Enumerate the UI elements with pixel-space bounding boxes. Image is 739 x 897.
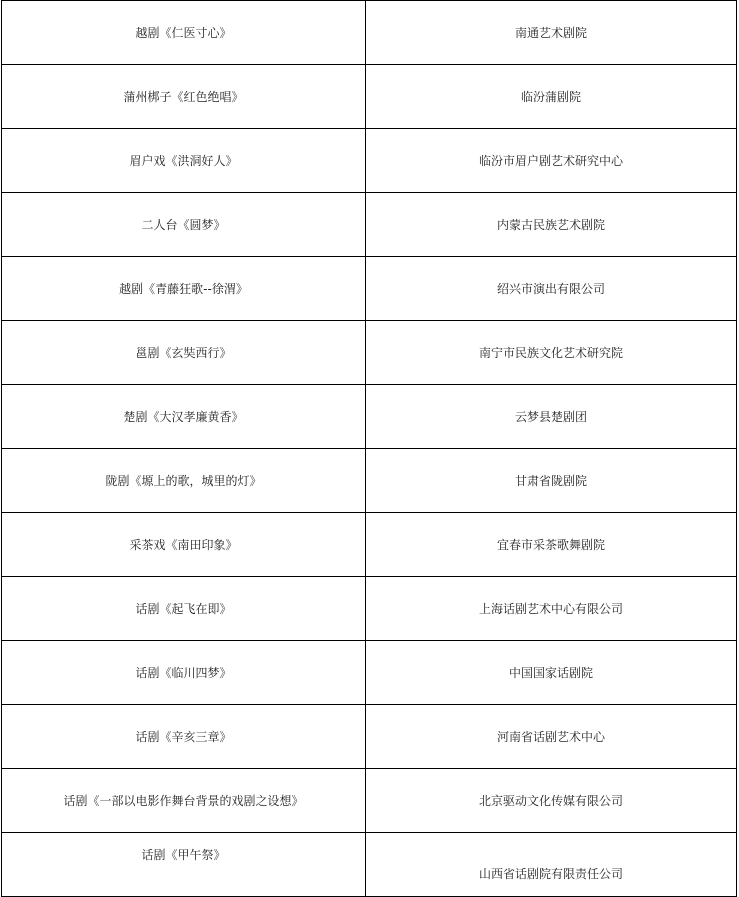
works-table [1,0,737,897]
table-row [2,257,737,321]
work-title: 话剧《一部以电影作舞台背景的戏剧之设想》 [63,793,304,808]
organization-name: 甘肃省陇剧院 [514,473,587,488]
table-row [2,65,737,129]
works-table-body [2,1,737,897]
org-cell [366,1,737,65]
work-cell [2,513,366,577]
work-cell [2,385,366,449]
table-row [2,513,737,577]
org-cell [366,769,737,833]
work-title: 越剧《仁医寸心》 [135,25,232,40]
org-cell [366,257,737,321]
table-row [2,449,737,513]
org-cell [366,641,737,705]
organization-name: 绍兴市演出有限公司 [496,281,605,296]
work-cell [2,577,366,641]
table-row [2,705,737,769]
organization-name: 云梦县楚剧团 [514,409,587,424]
table-row [2,577,737,641]
org-cell [366,705,737,769]
work-cell [2,257,366,321]
org-cell [366,129,737,193]
work-cell [2,129,366,193]
organization-name: 南通艺术剧院 [514,25,587,40]
organization-name: 临汾蒲剧院 [520,89,581,104]
work-title: 眉户戏《洪洞好人》 [129,153,238,168]
work-title: 话剧《辛亥三章》 [135,729,232,744]
work-cell [2,705,366,769]
work-title: 话剧《临川四梦》 [135,665,232,680]
org-cell [366,321,737,385]
work-cell [2,65,366,129]
table-row [2,193,737,257]
org-cell [366,833,737,897]
work-cell [2,641,366,705]
work-title: 话剧《甲午祭》 [141,847,226,862]
org-cell [366,385,737,449]
table-row [2,321,737,385]
organization-name: 内蒙古民族艺术剧院 [496,217,605,232]
organization-name: 南宁市民族文化艺术研究院 [478,345,623,360]
organization-name: 上海话剧艺术中心有限公司 [478,601,623,616]
work-title: 陇剧《塬上的歌，城里的灯》 [105,473,262,488]
org-cell [366,65,737,129]
work-title: 二人台《圆梦》 [141,217,226,232]
organization-name: 中国国家话剧院 [508,665,593,680]
work-cell [2,449,366,513]
organization-name: 山西省话剧院有限责任公司 [478,866,623,881]
org-cell [366,577,737,641]
table-row [2,129,737,193]
work-title: 邕剧《玄奘西行》 [135,345,232,360]
organization-name: 宜春市采茶歌舞剧院 [496,537,605,552]
organization-name: 河南省话剧艺术中心 [496,729,605,744]
organization-name: 临汾市眉户剧艺术研究中心 [478,153,623,168]
table-row [2,641,737,705]
org-cell [366,449,737,513]
work-title: 楚剧《大汉孝廉黄香》 [123,409,244,424]
work-cell [2,321,366,385]
work-title: 越剧《青藤狂歌--徐渭》 [119,281,248,296]
work-title: 蒲州梆子《红色绝唱》 [123,89,244,104]
org-cell [366,193,737,257]
work-title: 采茶戏《南田印象》 [129,537,238,552]
table-row [2,769,737,833]
work-cell [2,1,366,65]
work-title: 话剧《起飞在即》 [135,601,232,616]
work-cell [2,833,366,897]
table-row [2,385,737,449]
table-row [2,1,737,65]
org-cell [366,513,737,577]
work-cell [2,769,366,833]
work-cell [2,193,366,257]
table-row [2,833,737,897]
organization-name: 北京驱动文化传媒有限公司 [478,793,623,808]
